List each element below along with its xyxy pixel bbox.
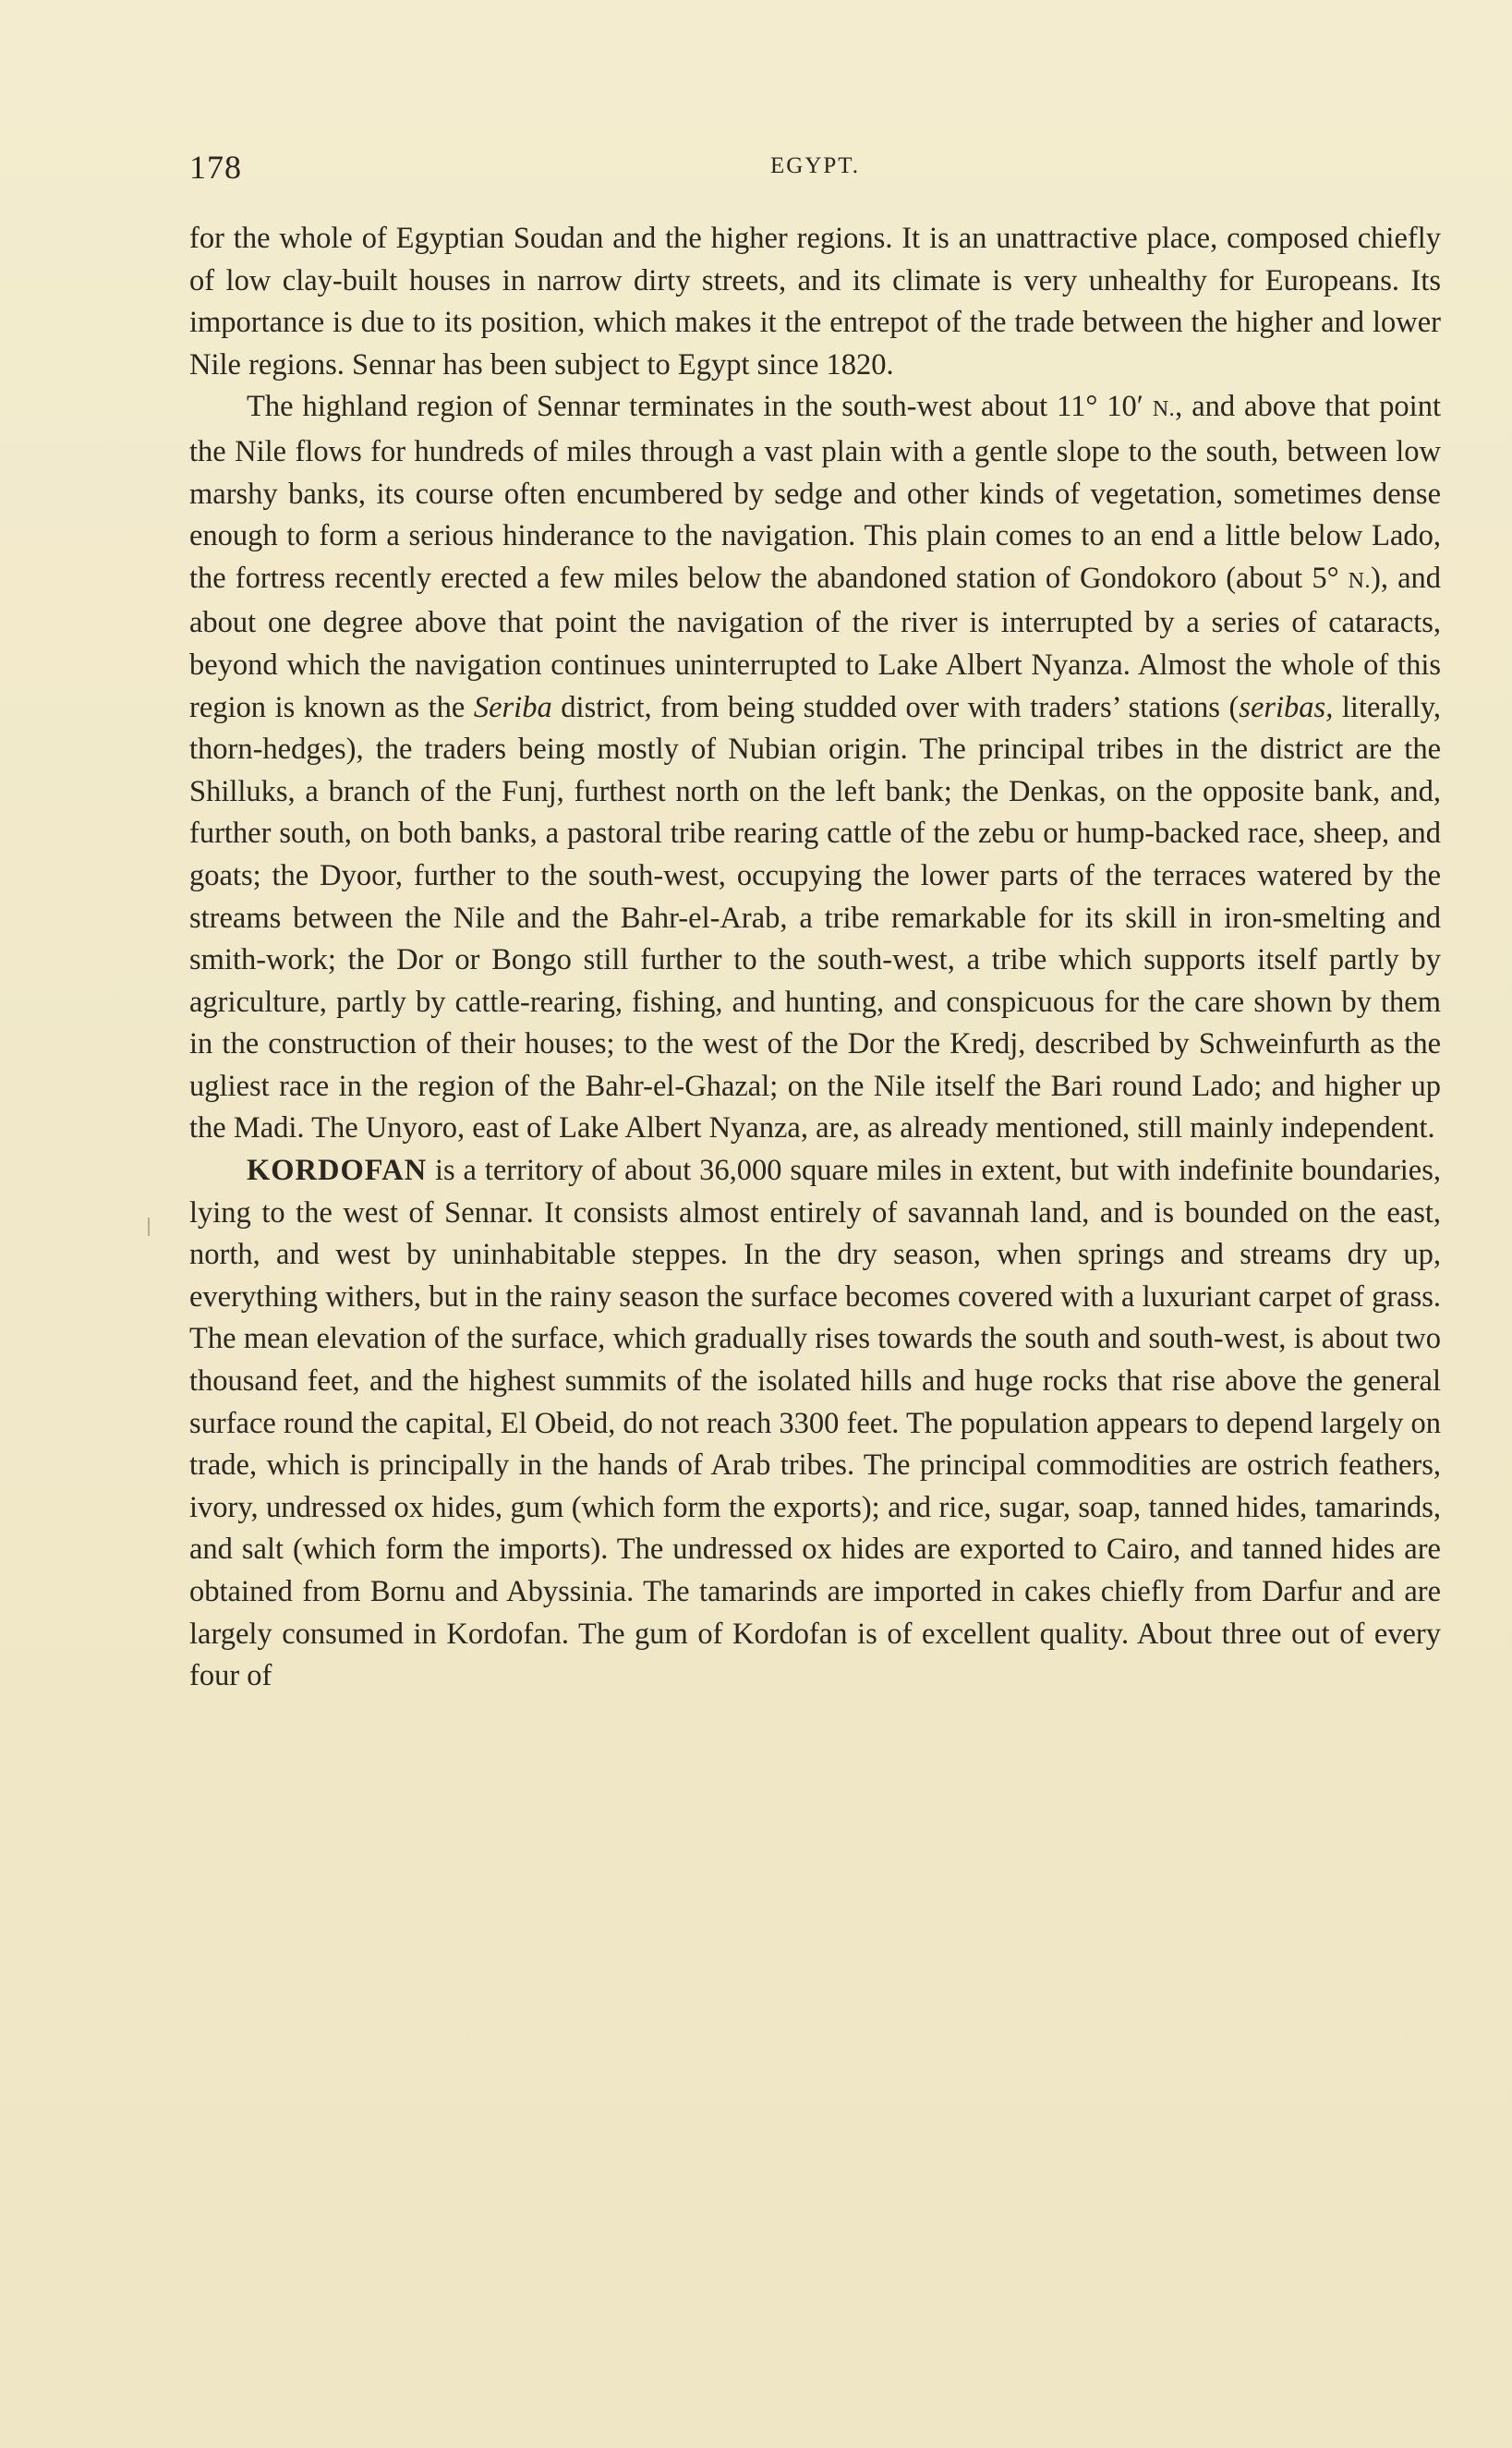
italic-term-seriba: Seriba bbox=[473, 690, 552, 724]
text-run: literally, thorn-hedges), the traders being mostly of Nubian origin. The principal tribes in the district are the Shilluks, a branch of the Funj, furthest north on the left bank; the Denkas, on the opposite bank, and, further south, on both banks, a pastoral tribe rearing cattle of the zebu or hump-backed race, sheep, and goats; the Dyoor, further to the south-west, occupying the lower parts of the terraces watered by the streams between the Nile and the Bahr-el-Arab, a tribe remarkable for its skill in iron-smelting and smith-work; the Dor or Bongo still further to the south-west, a tribe which supports itself partly by agriculture, partly by cattle-rearing, fishing, and hunting, and conspicuous for the care shown by them in the construction of their houses; to the west of the Dor the Kredj, described by Schweinfurth as the ugliest race in the region of the Bahr-el-Ghazal; on the Nile itself the Bari round Lado; and higher up the Madi. The Unyoro, east of Lake Albert Nyanza, are, as already mentioned, still mainly independent. bbox=[189, 690, 1441, 1145]
text-run: ), and about one degree above that point the navigation of the river is interrupted by a series of cataracts, beyond which the navigation continues uninterrupted to Lake Albert Nyanza. Almost the whole of this region is known as the bbox=[189, 561, 1441, 724]
headword-kordofan: KORDOFAN bbox=[247, 1154, 428, 1188]
paragraph-sennar-continued: for the whole of Egyptian Soudan and the higher regions. It is an unattractive place, composed chiefly of low clay-built houses in narrow dirty streets, and its climate is very unhealthy for Europeans. Its importance is due to its position, which makes it the entrepot of the trade between the higher and lower Nile regions. Sennar has been subject to Egypt since 1820. bbox=[189, 222, 1441, 382]
text-run: district, from being studded over with traders’ stations ( bbox=[551, 690, 1240, 724]
body-text bbox=[189, 218, 1441, 1698]
margin-mark bbox=[148, 1218, 150, 1236]
page-number: 178 bbox=[189, 149, 242, 186]
italic-term-seribas: seribas, bbox=[1239, 690, 1334, 724]
abbrev-north: N. bbox=[1152, 397, 1176, 422]
paragraph-kordofan bbox=[189, 1150, 1441, 1698]
running-title: EGYPT. bbox=[770, 153, 860, 178]
text-run: The highland region of Sennar terminates in the south-west about 11° 10′ bbox=[247, 390, 1153, 424]
text-run: is a territory of about 36,000 square miles in extent, but with indefinite boundaries, lying to the west of Sennar. It consists almost entirely of savannah land, and is bounded on the east, north, and west by uninhabitable steppes. In the dry season, when springs and streams dry up, everything withers, but in the rainy season the surface becomes covered with a luxuriant carpet of grass. The mean elevation of the surface, which gradually rises towards the south and south-west, is about two thousand feet, and the highest summits of the isolated hills and huge rocks that rise above the general surface round the capital, El Obeid, do not reach 3300 feet. The population appears to depend largely on trade, which is principally in the hands of Arab tribes. The principal commodities are ostrich feathers, ivory, undressed ox hides, gum (which form the exports); and rice, sugar, soap, tanned hides, tamarinds, and salt (which form the imports). The undressed ox hides are exported to Cairo, and tanned hides are obtained from Bornu and Abyssinia. The tamarinds are imported in cakes chiefly from Darfur and are largely consumed in Kordofan. The gum of Kordofan is of excellent quality. About three out of every four of bbox=[189, 1154, 1441, 1693]
paragraph-highland-region bbox=[189, 386, 1441, 1150]
running-head bbox=[189, 148, 1441, 194]
abbrev-north: N. bbox=[1348, 568, 1372, 593]
text-run: , and above that point the Nile flows for hundreds of miles through a vast plain with a gentle slope to the south, between low marshy banks, its course often encumbered by sedge and other kinds of vegetation, sometimes dense enough to form a serious hinderance to the navigation. This plain comes to an end a little below Lado, the fortress recently erected a few miles below the abandoned station of Gondokoro (about 5° bbox=[189, 390, 1441, 595]
